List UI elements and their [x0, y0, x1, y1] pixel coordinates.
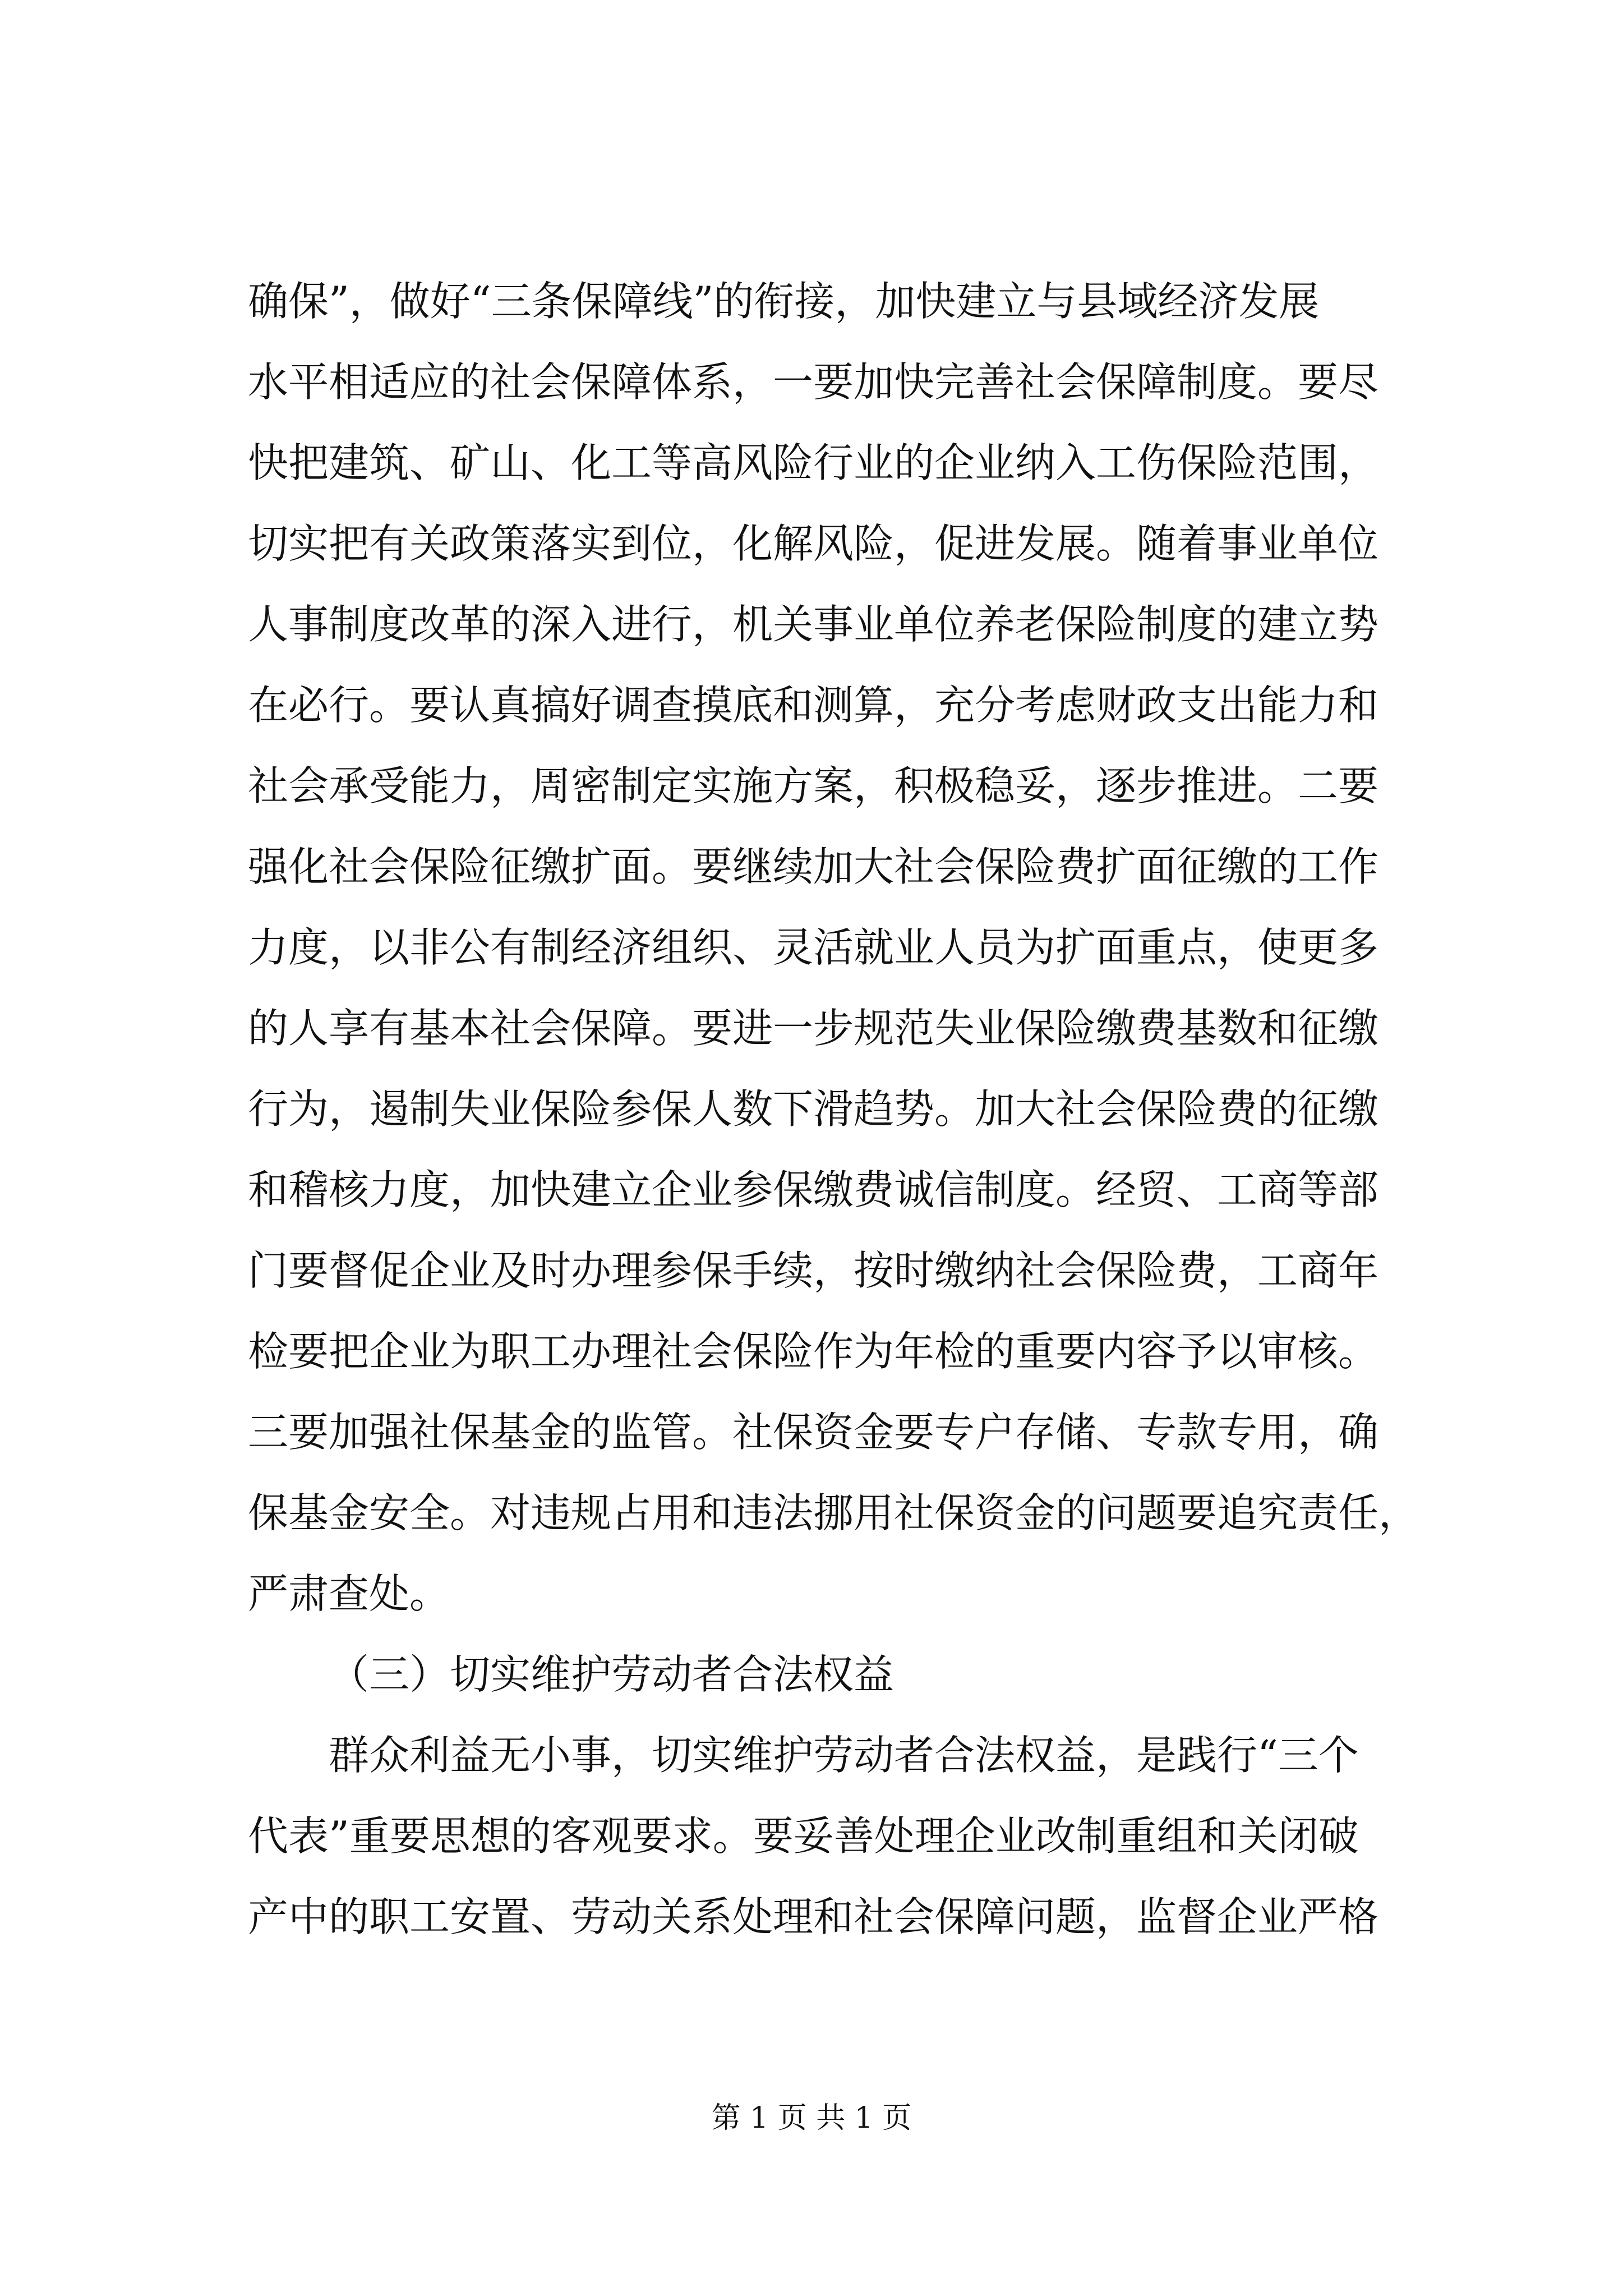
text-line: 群众利益无小事，切实维护劳动者合法权益，是践行“三个 [329, 1732, 1359, 1779]
text-line: 在必行。要认真搞好调查摸底和测算，充分考虑财政支出能力和 [248, 682, 1379, 729]
text-line: 保基金安全。对违规占用和违法挪用社保资金的问题要追究责任， [248, 1489, 1419, 1536]
page-number-label: 第 1 页 共 1 页 [711, 2101, 912, 2135]
text-line: 检要把企业为职工办理社会保险作为年检的重要内容予以审核。 [248, 1328, 1379, 1375]
text-line: 强化社会保险征缴扩面。要继续加大社会保险费扩面征缴的工作 [248, 843, 1379, 890]
text-line: 的人享有基本社会保障。要进一步规范失业保险缴费基数和征缴 [248, 1005, 1379, 1052]
text-line: 门要督促企业及时办理参保手续，按时缴纳社会保险费，工商年 [248, 1247, 1379, 1294]
text-line: 三要加强社保基金的监管。社保资金要专户存储、专款专用，确 [248, 1409, 1379, 1456]
text-line: 力度，以非公有制经济组织、灵活就业人员为扩面重点，使更多 [248, 924, 1379, 971]
text-line: 严肃查处。 [248, 1570, 450, 1617]
text-line: 社会承受能力，周密制定实施方案，积极稳妥，逐步推进。二要 [248, 762, 1379, 809]
text-line: 切实把有关政策落实到位，化解风险，促进发展。随着事业单位 [248, 520, 1379, 567]
text-line: 快把建筑、矿山、化工等高风险行业的企业纳入工伤保险范围， [248, 439, 1379, 486]
text-line: 行为，遏制失业保险参保人数下滑趋势。加大社会保险费的征缴 [248, 1085, 1379, 1133]
text-line: 水平相适应的社会保障体系，一要加快完善社会保障制度。要尽 [248, 358, 1379, 406]
document-body [248, 261, 1426, 1957]
page-footer [0, 2096, 1623, 2141]
text-line: 产中的职工安置、劳动关系处理和社会保障问题，监督企业严格 [248, 1893, 1379, 1940]
text-line: 代表”重要思想的客观要求。要妥善处理企业改制重组和关闭破 [248, 1812, 1359, 1860]
text-line: 人事制度改革的深入进行，机关事业单位养老保险制度的建立势 [248, 601, 1379, 648]
text-line: 确保”，做好“三条保障线”的衔接，加快建立与县域经济发展 [248, 278, 1320, 325]
section-heading: （三）切实维护劳动者合法权益 [329, 1651, 895, 1698]
text-line: 和稽核力度，加快建立企业参保缴费诚信制度。经贸、工商等部 [248, 1166, 1379, 1213]
